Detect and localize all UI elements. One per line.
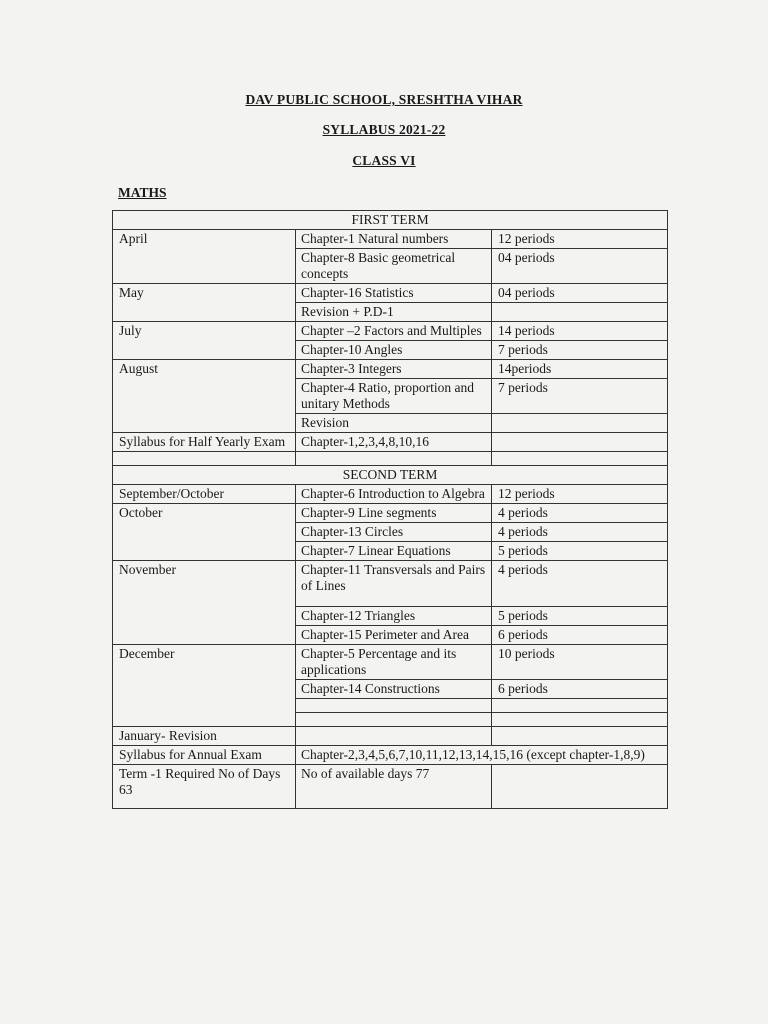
first-term-label: FIRST TERM xyxy=(113,211,668,230)
table-row xyxy=(113,230,668,249)
school-name: DAV PUBLIC SCHOOL, SRESHTHA VIHAR xyxy=(245,92,523,107)
month-cell: August xyxy=(113,360,296,433)
empty-cell xyxy=(492,699,668,713)
month-cell: October xyxy=(113,504,296,561)
required-days: Term -1 Required No of Days 63 xyxy=(113,765,296,809)
annual-exam-row xyxy=(113,746,668,765)
periods-cell: 4 periods xyxy=(492,504,668,523)
periods-cell xyxy=(492,303,668,322)
chapter-cell: Chapter-15 Perimeter and Area xyxy=(296,626,492,645)
periods-cell xyxy=(492,414,668,433)
chapter-cell: Chapter –2 Factors and Multiples xyxy=(296,322,492,341)
days-row xyxy=(113,765,668,809)
annual-exam-chapters: Chapter-2,3,4,5,6,7,10,11,12,13,14,15,16 (except chapter-1,8,9) xyxy=(296,746,668,765)
month-cell: April xyxy=(113,230,296,284)
chapter-cell: Revision + P.D-1 xyxy=(296,303,492,322)
empty-cell xyxy=(492,713,668,727)
syllabus-year: SYLLABUS 2021-22 xyxy=(322,122,446,137)
periods-cell: 5 periods xyxy=(492,607,668,626)
table-row xyxy=(113,322,668,341)
periods-cell: 04 periods xyxy=(492,249,668,284)
available-days: No of available days 77 xyxy=(296,765,492,809)
month-cell: May xyxy=(113,284,296,322)
chapter-cell: Chapter-1,2,3,4,8,10,16 xyxy=(296,433,492,452)
periods-cell xyxy=(492,433,668,452)
chapter-cell: Chapter-1 Natural numbers xyxy=(296,230,492,249)
table-row xyxy=(113,360,668,379)
annual-exam-label: Syllabus for Annual Exam xyxy=(113,746,296,765)
chapter-cell: Chapter-4 Ratio, proportion and unitary Methods xyxy=(296,379,492,414)
chapter-cell: Chapter-7 Linear Equations xyxy=(296,542,492,561)
second-term-label: SECOND TERM xyxy=(113,466,668,485)
empty-cell xyxy=(296,452,492,466)
empty-cell xyxy=(296,713,492,727)
table-row xyxy=(113,645,668,680)
chapter-cell xyxy=(296,727,492,746)
table-row xyxy=(113,727,668,746)
periods-cell: 10 periods xyxy=(492,645,668,680)
chapter-cell: Chapter-5 Percentage and its applications xyxy=(296,645,492,680)
periods-cell: 04 periods xyxy=(492,284,668,303)
chapter-cell: Chapter-11 Transversals and Pairs of Lines xyxy=(296,561,492,607)
periods-cell: 12 periods xyxy=(492,485,668,504)
chapter-cell: Chapter-8 Basic geometrical concepts xyxy=(296,249,492,284)
chapter-cell: Chapter-12 Triangles xyxy=(296,607,492,626)
chapter-cell: Chapter-16 Statistics xyxy=(296,284,492,303)
periods-cell: 12 periods xyxy=(492,230,668,249)
periods-cell: 7 periods xyxy=(492,379,668,414)
empty-cell xyxy=(296,699,492,713)
periods-cell: 14periods xyxy=(492,360,668,379)
class-title: CLASS VI xyxy=(352,153,416,168)
periods-cell: 6 periods xyxy=(492,626,668,645)
month-cell: December xyxy=(113,645,296,727)
table-row xyxy=(113,561,668,607)
month-cell: July xyxy=(113,322,296,360)
chapter-cell: Chapter-10 Angles xyxy=(296,341,492,360)
chapter-cell: Chapter-6 Introduction to Algebra xyxy=(296,485,492,504)
chapter-cell: Chapter-9 Line segments xyxy=(296,504,492,523)
chapter-cell: Chapter-3 Integers xyxy=(296,360,492,379)
periods-cell: 5 periods xyxy=(492,542,668,561)
month-cell: September/October xyxy=(113,485,296,504)
first-term-header-row xyxy=(113,211,668,230)
periods-cell xyxy=(492,727,668,746)
chapter-cell: Chapter-13 Circles xyxy=(296,523,492,542)
periods-cell: 4 periods xyxy=(492,561,668,607)
month-cell: Syllabus for Half Yearly Exam xyxy=(113,433,296,452)
table-row xyxy=(113,284,668,303)
month-cell: January- Revision xyxy=(113,727,296,746)
empty-row xyxy=(113,452,668,466)
chapter-cell: Revision xyxy=(296,414,492,433)
empty-cell xyxy=(492,452,668,466)
syllabus-table xyxy=(112,210,668,809)
table-row xyxy=(113,485,668,504)
periods-cell: 6 periods xyxy=(492,680,668,699)
subject-title: MATHS xyxy=(118,185,167,200)
second-term-header-row xyxy=(113,466,668,485)
empty-cell xyxy=(492,765,668,809)
periods-cell: 7 periods xyxy=(492,341,668,360)
periods-cell: 14 periods xyxy=(492,322,668,341)
month-cell: November xyxy=(113,561,296,645)
empty-cell xyxy=(113,452,296,466)
table-row xyxy=(113,433,668,452)
table-row xyxy=(113,504,668,523)
chapter-cell: Chapter-14 Constructions xyxy=(296,680,492,699)
periods-cell: 4 periods xyxy=(492,523,668,542)
